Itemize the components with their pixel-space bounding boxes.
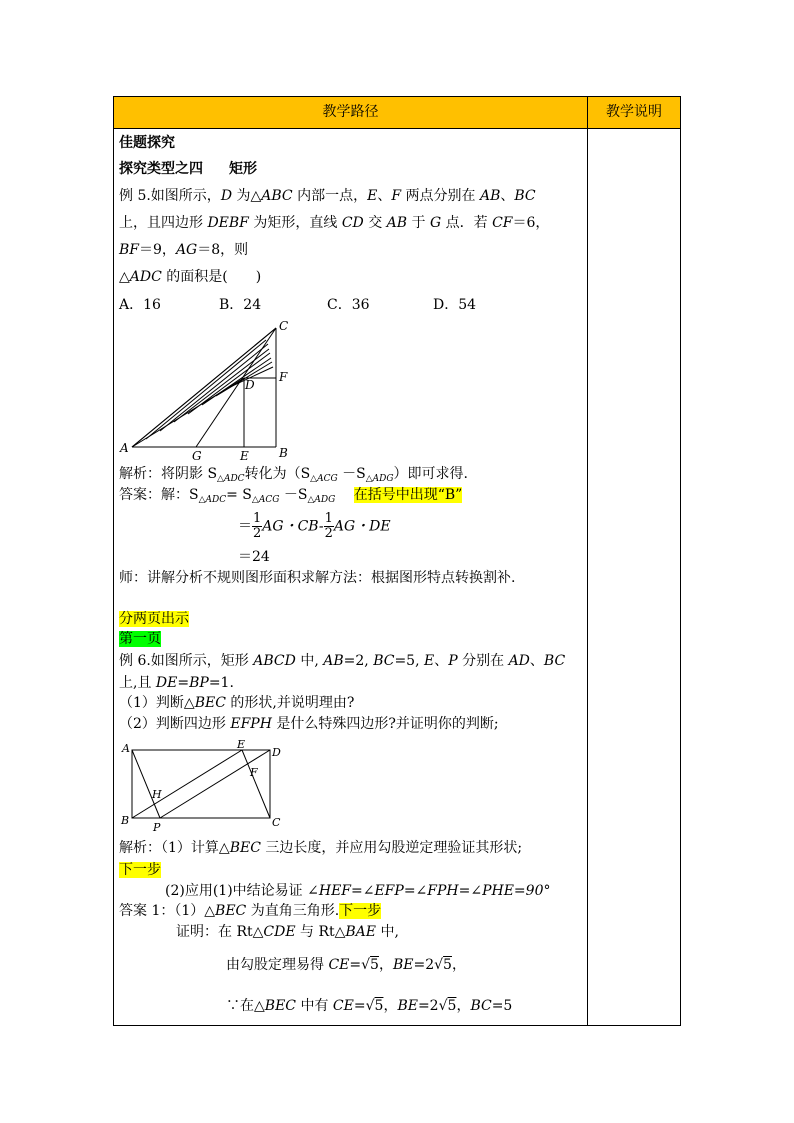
ex5-question-line3: BF＝9，AG＝8，则 [119,242,249,258]
ex6-analysis-2: (2)应用(1)中结论易证 ∠HEF=∠EFP=∠FPH=∠PHE=90° [165,883,551,899]
header-teaching-path: 教学路径 [322,104,379,120]
ex6-pythagoras: 由勾股定理易得 CE=√5，BE=2√5， [226,957,466,973]
option-b: B．24 [219,297,262,313]
label-e: E [237,738,246,751]
table-header [114,97,680,129]
ex6-figure [116,738,286,834]
ex6-question-line2: 上,且 DE=BP=1. [119,675,234,691]
ex6-bec-sides: ∵在△BEC 中有 CE=√5，BE=2√5，BC=5 [226,998,513,1014]
option-c: C．36 [327,297,370,313]
ex5-answer: 答案：解：$S_{\triangle ADC}= S_{\triangle ACG} -S_{\triangle ADG}$ 在括号中出现“B” [119,487,463,505]
page1-note: 第一页 [119,631,161,647]
ex5-equation: ＝ $\frac{1}{2}$ AG・CB- $\frac{1}{2}$ AG・DE [238,511,391,541]
fraction-half: $\frac{1}{2}$ [253,511,262,541]
column-divider [587,128,588,1025]
ex6-question-line1: 例 6.如图所示，矩形 ABCD 中, AB=2, BC=5, E、P 分别在 AD、BC [119,653,566,669]
ce-line [242,750,270,818]
pd-line [160,750,270,818]
ex6-proof-intro: 证明：在 Rt△CDE 与 Rt△BAE 中, [176,924,399,940]
label-c: C [279,319,289,333]
ex5-figure [116,318,296,464]
label-d: D [245,378,255,392]
section-subtitle [119,160,257,178]
subtitle-rect: 矩形 [229,161,257,177]
rect-abcd [132,750,270,818]
subtitle-type: 探究类型之四 [119,161,203,177]
ap-line [132,750,160,818]
ex5-question-line1: 例 5.如图所示，D 为△ABC 内部一点，E、F 两点分别在 AB、BC [119,188,536,204]
ex6-question-2: （2）判断四边形 EFPH 是什么特殊四边形?并证明你的判断; [119,716,499,732]
ex5-result: ＝24 [238,549,270,565]
ex6-question-1: （1）判断△BEC 的形状,并说明理由? [119,695,355,711]
fraction-half-2: $\frac{1}{2}$ [324,511,333,541]
answer-note: 在括号中出现“B” [353,487,463,503]
option-a: A．16 [119,297,161,313]
ex6-answer-1: 答案 1：（1）△BEC 为直角三角形.下一步 [119,903,382,919]
ex5-analysis: 解析：将阴影 $S_{\triangle ADC}$转化为$(S_{\triangle ACG} -S_{\triangle ADG})$即可求得. [119,466,468,484]
label-g: G [192,449,202,463]
label-a: A [120,441,129,455]
ex5-question-line4: △ADC 的面积是( ) [119,269,262,285]
label-b: B [279,446,288,460]
next-step-2: 下一步 [339,903,382,919]
label-f: F [279,370,288,384]
ex5-teacher-note: 师：讲解分析不规则图形面积求解方法：根据图形特点转换割补. [119,570,516,586]
split-note: 分两页出示 [119,611,189,627]
label-d: D [272,746,281,759]
label-b: B [121,814,130,827]
label-p: P [153,821,161,834]
be-line [132,750,242,818]
section-title: 佳题探究 [119,135,175,151]
label-f: F [250,766,258,779]
label-c: C [272,816,281,829]
option-d: D．54 [433,297,477,313]
label-h: H [152,788,162,801]
next-step-1: 下一步 [119,862,161,878]
label-e: E [240,449,249,463]
label-a: A [122,742,130,755]
header-teaching-notes: 教学说明 [587,97,680,128]
ex6-analysis-1: 解析：（1）计算△BEC 三边长度，并应用勾股逆定理验证其形状; [119,840,523,856]
ex5-question-line2: 上，且四边形 DEBF 为矩形，直线 CD 交 AB 于 G 点．若 CF＝6， [119,215,550,231]
